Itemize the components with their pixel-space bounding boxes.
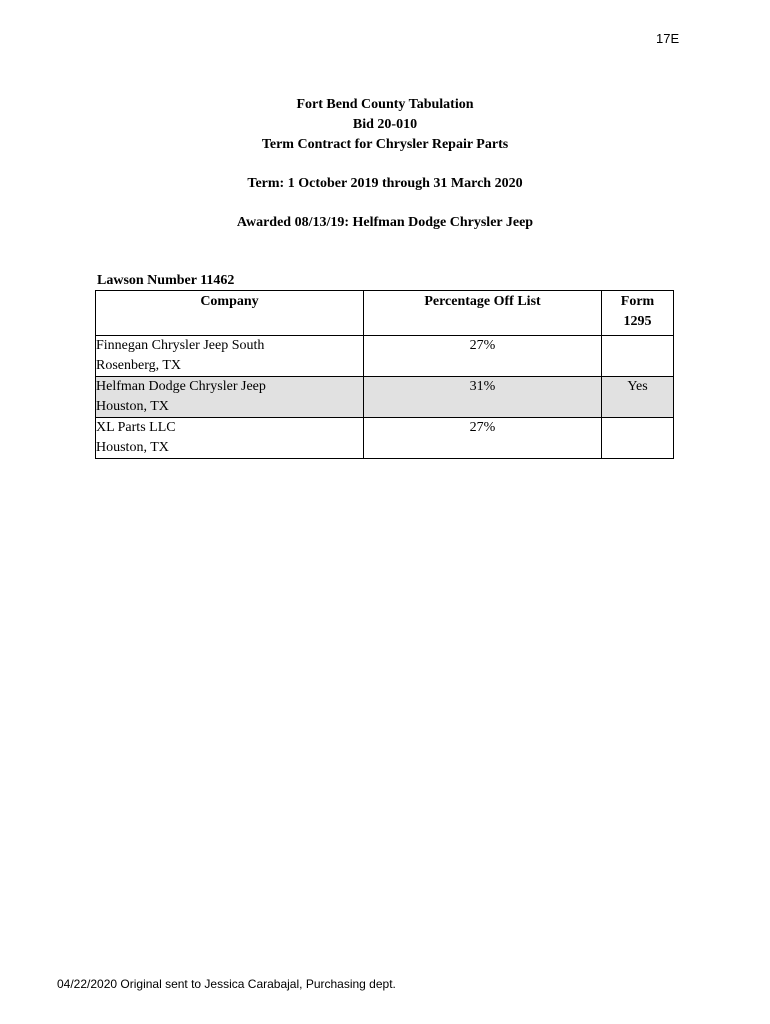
percentage-cell: 27% bbox=[364, 418, 602, 459]
company-cell bbox=[96, 336, 364, 377]
form-header-line2: 1295 bbox=[623, 314, 652, 329]
award-statement: Awarded 08/13/19: Helfman Dodge Chrysler Jeep bbox=[236, 215, 534, 230]
lawson-number: Lawson Number 11462 bbox=[97, 273, 235, 288]
company-location: Houston, TX bbox=[96, 399, 169, 414]
form-header-line1: Form bbox=[620, 294, 655, 309]
form-cell: Yes bbox=[602, 377, 674, 418]
table-header-row bbox=[96, 291, 674, 336]
company-name: Helfman Dodge Chrysler Jeep bbox=[96, 379, 266, 394]
contract-term: Term: 1 October 2019 through 31 March 2020 bbox=[247, 176, 523, 191]
percentage-cell: 27% bbox=[364, 336, 602, 377]
company-cell bbox=[96, 418, 364, 459]
contract-title: Term Contract for Chrysler Repair Parts bbox=[261, 137, 509, 152]
document-header bbox=[0, 95, 770, 233]
company-cell bbox=[96, 377, 364, 418]
company-name: Finnegan Chrysler Jeep South bbox=[96, 338, 265, 353]
company-location: Houston, TX bbox=[96, 440, 169, 455]
column-header-company: Company bbox=[96, 291, 364, 336]
table-row bbox=[96, 377, 674, 418]
percentage-cell: 31% bbox=[364, 377, 602, 418]
company-name: XL Parts LLC bbox=[96, 420, 176, 435]
form-cell bbox=[602, 336, 674, 377]
footer-note: 04/22/2020 Original sent to Jessica Carabajal, Purchasing dept. bbox=[57, 977, 396, 991]
table-row bbox=[96, 336, 674, 377]
form-cell bbox=[602, 418, 674, 459]
bid-tabulation-table bbox=[95, 290, 674, 459]
page-number: 17E bbox=[656, 31, 680, 46]
column-header-form bbox=[602, 291, 674, 336]
column-header-percentage: Percentage Off List bbox=[364, 291, 602, 336]
bid-number: Bid 20-010 bbox=[352, 117, 418, 132]
header-title: Fort Bend County Tabulation bbox=[296, 97, 474, 112]
company-location: Rosenberg, TX bbox=[96, 358, 182, 373]
table-row bbox=[96, 418, 674, 459]
